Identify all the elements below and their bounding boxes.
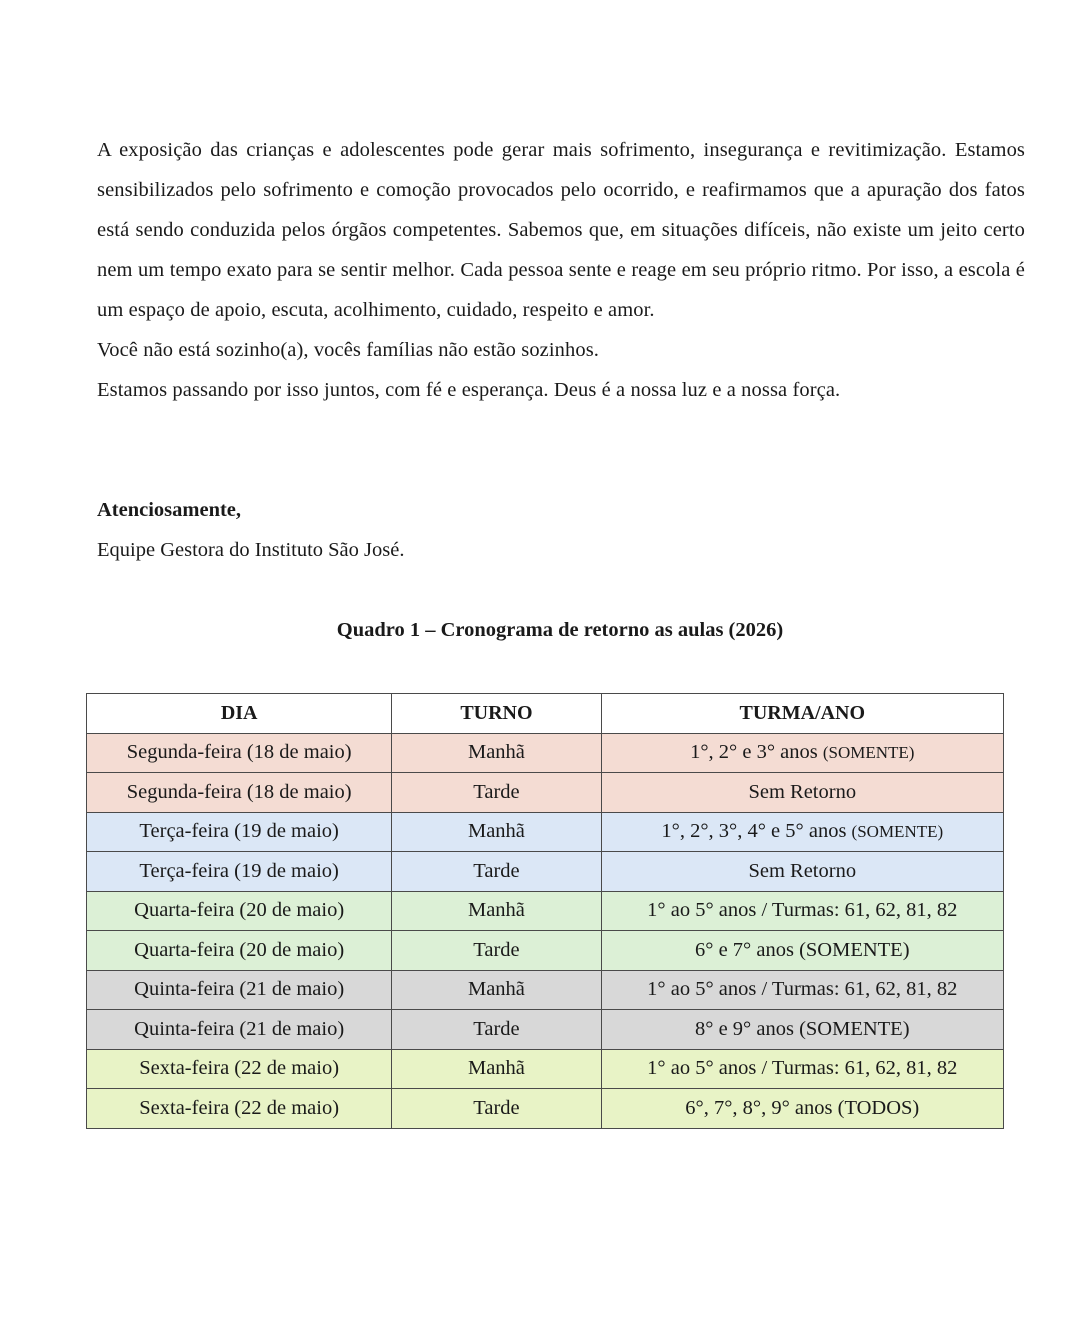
schedule-table [86,693,1004,1129]
table-row [87,773,1004,813]
table-row [87,812,1004,852]
table-row [87,1089,1004,1129]
cell-dia: Segunda-feira (18 de maio) [87,773,392,813]
cell-turma [601,970,1003,1010]
cell-dia: Segunda-feira (18 de maio) [87,733,392,773]
cell-turma [601,773,1003,813]
cell-turno: Tarde [392,773,601,813]
paragraph-together: Estamos passando por isso juntos, com fé e esperança. Deus é a nossa luz e a nossa força. [97,379,841,401]
cell-turno: Manhã [392,970,601,1010]
cell-turno: Manhã [392,891,601,931]
signature-team: Equipe Gestora do Instituto São José. [97,539,405,561]
closing-salutation: Atenciosamente, [97,499,242,521]
cell-turno: Manhã [392,812,601,852]
cell-turma [601,812,1003,852]
table-row [87,733,1004,773]
cell-turno: Manhã [392,733,601,773]
cell-turma [601,931,1003,971]
header-dia: DIA [87,694,392,734]
turma-text: 1° ao 5° anos / Turmas: 61, 62, 81, 82 [647,978,958,1001]
turma-text: 6°, 7°, 8°, 9° anos (TODOS) [685,1096,920,1119]
turma-text: 6° e 7° anos (SOMENTE) [695,938,910,961]
cell-turno: Tarde [392,852,601,892]
turma-text: 8° e 9° anos (SOMENTE) [695,1017,910,1040]
cell-dia: Quinta-feira (21 de maio) [87,1010,392,1050]
cell-dia: Quarta-feira (20 de maio) [87,931,392,971]
table-row [87,931,1004,971]
turma-note: (SOMENTE) [851,822,944,842]
cell-turno: Tarde [392,1010,601,1050]
cell-dia: Terça-feira (19 de maio) [87,852,392,892]
schedule-body [87,733,1004,1128]
cell-turma [601,733,1003,773]
table-header-row [87,694,1004,734]
turma-text: Sem Retorno [748,859,857,882]
cell-turma [601,1089,1003,1129]
paragraph-exposure: A exposição das crianças e adolescentes pode gerar mais sofrimento, insegurança e revitimização. Estamos sensibilizados pelo sofrimento e comoção provocados pelo ocorrido, e reafirmamos que a apuração dos fatos está sendo conduzida pelos órgãos competentes. Sabemos que, em situações difíceis, não existe um jeito certo nem um tempo exato para se sentir melhor. Cada pessoa sente e reage em seu próprio ritmo. Por isso, a escola é um espaço de apoio, escuta, acolhimento, cuidado, respeito e amor. [97,139,1025,321]
cell-dia: Quarta-feira (20 de maio) [87,891,392,931]
cell-turno: Manhã [392,1049,601,1089]
paragraph-not-alone: Você não está sozinho(a), vocês famílias não estão sozinhos. [97,339,600,361]
cell-turno: Tarde [392,931,601,971]
table-row [87,1010,1004,1050]
cell-turma [601,1049,1003,1089]
turma-text: 1° ao 5° anos / Turmas: 61, 62, 81, 82 [647,899,958,922]
turma-text: 1°, 2°, 3°, 4° e 5° anos [661,820,847,843]
cell-turma [601,891,1003,931]
cell-turno: Tarde [392,1089,601,1129]
cell-turma [601,852,1003,892]
cell-dia: Sexta-feira (22 de maio) [87,1049,392,1089]
table-row [87,852,1004,892]
table-row [87,1049,1004,1089]
table-title: Quadro 1 – Cronograma de retorno as aulas (2026) [336,619,784,641]
table-row [87,970,1004,1010]
turma-text: 1°, 2° e 3° anos [690,741,818,764]
cell-turma [601,1010,1003,1050]
cell-dia: Quinta-feira (21 de maio) [87,970,392,1010]
letter-body [97,130,1025,410]
header-turma: TURMA/ANO [601,694,1003,734]
table-row [87,891,1004,931]
turma-text: Sem Retorno [748,780,857,803]
cell-dia: Sexta-feira (22 de maio) [87,1089,392,1129]
turma-text: 1° ao 5° anos / Turmas: 61, 62, 81, 82 [647,1057,958,1080]
header-turno: TURNO [392,694,601,734]
turma-note: (SOMENTE) [822,743,915,763]
cell-dia: Terça-feira (19 de maio) [87,812,392,852]
